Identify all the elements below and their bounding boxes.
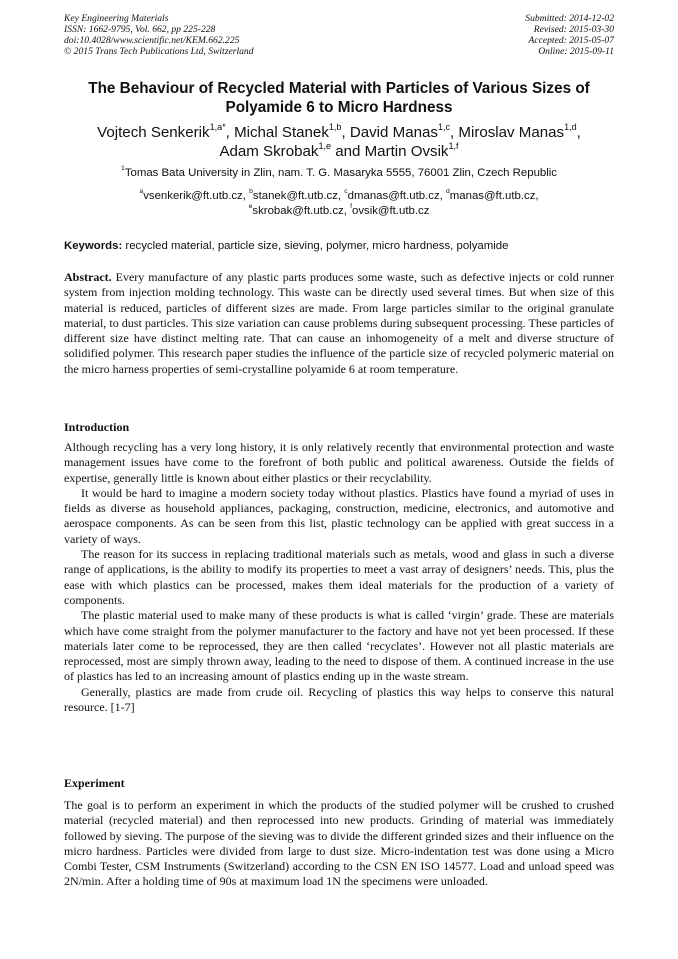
email-link: manas@ft.utb.cz, — [449, 190, 539, 202]
paragraph: The goal is to perform an experiment in which the products of the studied polymer will be crushed to crushed material (recycled material) and then reprocessed into new products. Grinding of material was immediately followed by sieving. The purpose of the sieving was to divide the different grinded sizes and their influence on the micro hardness. Particles were divided from large to dust size. Micro-indentation test was done using a Micro Combi Tester, CSM Instruments (Switzerland) according to the CSN EN ISO 14577. Load and unload speed was 2N/min. After a holding time of 90s at maximum load 1N the specimens were unloaded. — [64, 798, 614, 889]
email-link: dmanas@ft.utb.cz, — [347, 190, 443, 202]
revised-date: Revised: 2015-03-30 — [533, 23, 614, 35]
abstract — [64, 270, 614, 377]
journal-issn: ISSN: 1662-9795, Vol. 662, pp 225-228 — [64, 23, 216, 35]
author-conjunction: and — [335, 143, 361, 160]
title-line-1: The Behaviour of Recycled Material with Particles of Various Sizes of — [88, 80, 590, 97]
online-date: Online: 2015-09-11 — [538, 45, 614, 57]
email-mark: e — [248, 203, 253, 211]
email-link: skrobak@ft.utb.cz, — [252, 205, 347, 217]
copyright-line: © 2015 Trans Tech Publications Ltd, Switzerland — [64, 45, 254, 57]
author-affil-mark: 1,b — [328, 121, 342, 132]
journal-header-right — [525, 14, 614, 58]
abstract-label: Abstract. — [64, 270, 112, 284]
email-line-1 — [40, 189, 638, 204]
paragraph: The plastic material used to make many of these products is what is called ‘virgin’ grade. These are materials which have come straight from the polymer manufacturer to the factory and have not yet been processed. If these materials later come to be reprocessed, they are then called ‘recyclates’. However not all plastic materials are reprocessed, most are simply thrown away, leading to the need to dispose of them. A continued increase in the use of plastics has led to an increasing amount of plastics ending up in the waste stream. — [64, 608, 614, 684]
author-affil-mark: 1,a* — [209, 121, 226, 132]
author-affil-mark: 1,f — [448, 140, 459, 151]
abstract-text: Every manufacture of any plastic parts produces some waste, such as defective injects or cold runner system from injection molding technology. This waste can be directly used several times. But when size of this material is reduced, particles of different sizes are made. From large particles similar to the original granulate material, to dust particles. This size variation can cause problems during subsequent processing. These particles of different size have distinct melting rate. That can cause an inhomogeneity of a melt and diverse structure of solidified polymer. This research paper studies the influence of the particle size of recycled polymeric material on the micro harness properties of semi-crystalline polyamide 6 at room temperature. — [64, 270, 615, 376]
paper-title — [40, 79, 638, 117]
journal-name: Key Engineering Materials — [64, 13, 169, 24]
author-line-1: Vojtech Senkerik$^{1,a*}$, Michal Stanek$^{1,b}$, David Manas$^{1,c}$, Miroslav Manas$^{1,d}$, — [97, 121, 581, 141]
author-line-2 — [40, 142, 638, 161]
email-mark: b — [249, 188, 253, 196]
keywords-text: recycled material, particle size, sieving, polymer, micro hardness, polyamide — [125, 240, 509, 252]
experiment-section — [64, 798, 614, 890]
title-line-2: Polyamide 6 to Micro Hardness — [225, 99, 453, 116]
affiliation-text: Tomas Bata University in Zlin, nam. T. G. Masaryka 5555, 76001 Zlin, Czech Republic — [124, 167, 557, 179]
author-affil-mark: 1,e — [318, 140, 332, 151]
keywords — [64, 239, 614, 253]
paragraph: Although recycling has a very long history, it is only relatively recently that environmental protection and waste management issues have come to the forefront of both public and political awareness. Outside the fields of expertise, generally little is known about either plastics or their recyclability. — [64, 440, 614, 485]
email-link: ovsik@ft.utb.cz — [351, 205, 430, 217]
email-line-2 — [40, 204, 638, 219]
journal-doi: doi:10.4028/www.scientific.net/KEM.662.225 — [64, 34, 240, 46]
introduction-section — [64, 440, 614, 715]
section-heading-introduction: Introduction — [64, 420, 130, 434]
affiliation — [40, 166, 638, 181]
paragraph: It would be hard to imagine a modern society today without plastics. Plastics have found a myriad of uses in fields as diverse as household appliances, packaging, construction, medicine, electronics, and automotive and aerospace components. As can be seen from this list, plastic technology can be applied with great success in a variety of ways. — [64, 485, 614, 546]
author-name: David Manas — [349, 124, 438, 141]
author-name: Martin Ovsik — [364, 143, 449, 160]
author-list — [40, 123, 638, 161]
journal-header-left — [64, 14, 254, 58]
submitted-date: Submitted: 2014-12-02 — [525, 13, 614, 24]
email-mark: a — [139, 188, 144, 196]
author-name: Miroslav Manas — [458, 124, 565, 141]
email-mark: f — [350, 203, 352, 211]
accepted-date: Accepted: 2015-05-07 — [528, 34, 614, 46]
email-mark: d — [445, 188, 450, 196]
affiliation-mark: 1 — [121, 165, 125, 173]
paragraph: The reason for its success in replacing traditional materials such as metals, wood and glass in such a diverse range of applications, is the ability to modify its properties to meet a vast array of designers’ needs. This, plus the ease with which plastics can be processed, makes them ideal materials for the production of a variety of components. — [64, 547, 614, 607]
section-heading-experiment: Experiment — [64, 776, 125, 790]
email-link: stanek@ft.utb.cz, — [252, 190, 342, 202]
paragraph: Generally, plastics are made from crude oil. Recycling of plastics this way helps to conserve this natural resource. [1-7] — [64, 684, 614, 715]
author-name: Vojtech Senkerik — [97, 124, 210, 141]
author-affil-mark: 1,d — [564, 121, 577, 132]
email-mark: c — [344, 188, 348, 196]
email-link: vsenkerik@ft.utb.cz, — [143, 190, 246, 202]
keywords-label: Keywords: — [64, 240, 123, 252]
author-name: Michal Stanek — [234, 124, 329, 141]
author-emails — [40, 189, 638, 219]
author-name: Adam Skrobak — [219, 143, 319, 160]
author-affil-mark: 1,c — [437, 121, 451, 132]
